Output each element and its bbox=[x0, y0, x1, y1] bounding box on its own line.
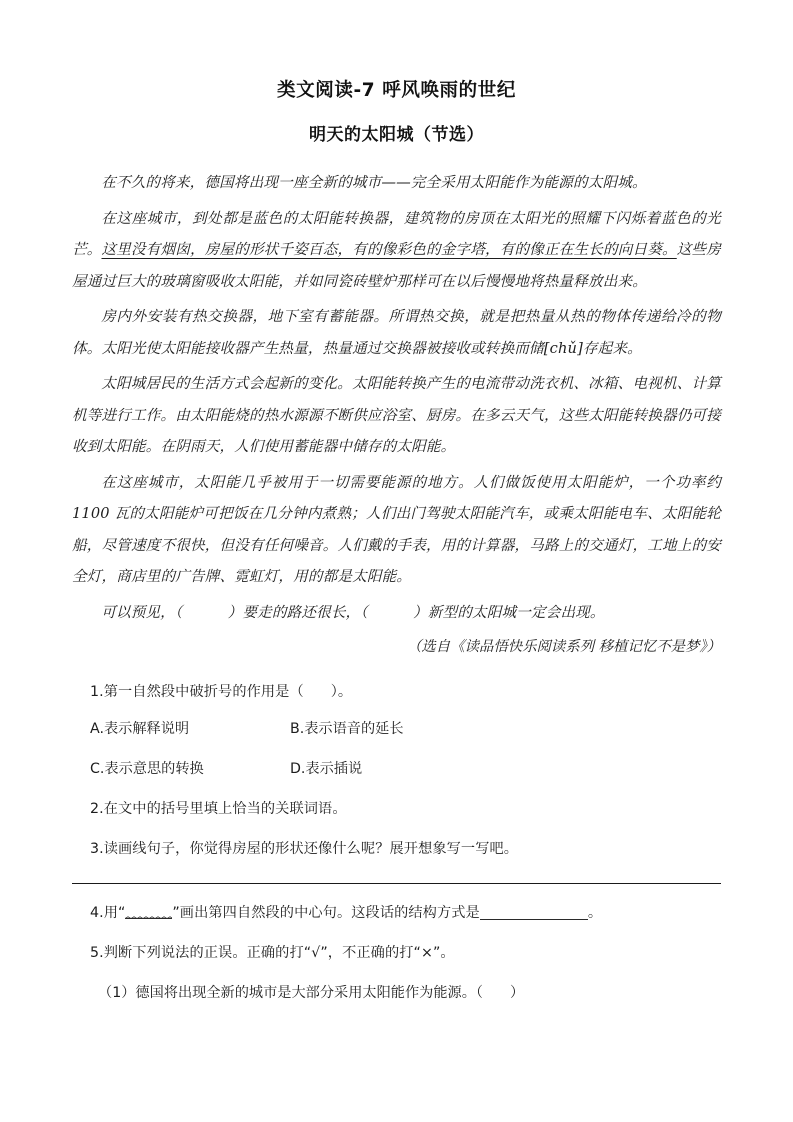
passage-source-attribution: （选自《读品悟快乐阅读系列 移植记忆不是梦》） bbox=[407, 639, 721, 655]
choice-d[interactable]: D.表示插说 bbox=[290, 761, 363, 777]
passage-paragraph-5: 在这座城市，太阳能几乎被用于一切需要能源的地方。人们做饭使用太阳能炉，一个功率约 1100 瓦的太阳能炉可把饭在几分钟内煮熟；人们出门驾驶太阳能汽车，或乘太阳能电车、太阳能轮船，尽管速度不很快，但没有任何噪音。人们戴的手表，用的计算器，马路上的交通灯，工地上的安全灯，商店里的广告牌、霓虹灯，用的都是太阳能。 bbox=[72, 473, 721, 585]
reading-passage bbox=[72, 167, 721, 663]
question-4-fill-blank[interactable] bbox=[480, 919, 588, 920]
question-4-middle: ”画出第四自然段的中心句。这段话的结构方式是 bbox=[172, 905, 480, 921]
choice-a[interactable]: A.表示解释说明 bbox=[90, 721, 190, 737]
wavy-underline-icon bbox=[125, 918, 172, 919]
question-4-prefix: 4.用“ bbox=[90, 905, 126, 921]
passage-paragraph-6 bbox=[72, 597, 721, 629]
passage-p2-segment-underlined: 这里没有烟囱，房屋的形状千姿百态，有的像彩色的金字塔，有的像正在生长的向日葵。 bbox=[101, 241, 677, 258]
passage-paragraph-1: 在不久的将来，德国将出现一座全新的城市——完全采用太阳能作为能源的太阳城。 bbox=[101, 174, 647, 191]
question-2: 2.在文中的括号里填上恰当的关联词语。 bbox=[90, 801, 347, 817]
question-5: 5.判断下列说法的正误。正确的打“√”，不正确的打“×”。 bbox=[90, 945, 455, 961]
passage-p6-prefix: 可以预见，（ bbox=[101, 603, 183, 621]
choice-c[interactable]: C.表示意思的转换 bbox=[90, 761, 204, 777]
question-1-choices-row-1 bbox=[72, 714, 721, 745]
passage-p6-middle: ）要走的路还很长，（ bbox=[227, 603, 368, 621]
passage-p6-suffix: ）新型的太阳城一定会出现。 bbox=[413, 603, 605, 621]
question-5-sub-item-1 bbox=[72, 978, 721, 1009]
page-subtitle: 明天的太阳城（节选） bbox=[309, 125, 484, 145]
question-1-choices-row-2 bbox=[72, 754, 721, 785]
questions-section bbox=[72, 677, 721, 1009]
question-1-prefix: 1.第一自然段中破折号的作用是（ bbox=[90, 684, 304, 700]
question-5-sub-1-suffix: ） bbox=[509, 985, 525, 1001]
passage-paragraph-4: 太阳城居民的生活方式会起新的变化。太阳能转换产生的电流带动洗衣机、冰箱、电视机、计算机等进行工作。由太阳能烧的热水源源不断供应浴室、厨房。在多云天气，这些太阳能转换器仍可接收到太阳能。在阴雨天，人们使用蓄能器中储存的太阳能。 bbox=[72, 375, 721, 455]
page-title: 类文阅读-7 呼风唤雨的世纪 bbox=[277, 80, 516, 101]
question-1-suffix: ）。 bbox=[330, 684, 353, 700]
answer-writing-rule bbox=[72, 883, 721, 884]
passage-paragraph-3: 房内外安装有热交换器，地下室有蓄能器。所谓热交换，就是把热量从热的物体传递给冷的物体。太阳光使太阳能接收器产生热量，热量通过交换器被接收或转换而储[chǔ]存起来。 bbox=[72, 308, 721, 357]
choice-b[interactable]: B.表示语音的延长 bbox=[290, 721, 404, 737]
passage-p2-segment-plain-a: 在这座城市，到处都是蓝色的太阳能转换器，建筑物的房顶在太阳光的照耀下闪烁着蓝色的光芒。 bbox=[72, 209, 721, 258]
passage-paragraph-2 bbox=[72, 203, 721, 298]
question-3: 3.读画线句子，你觉得房屋的形状还像什么呢？展开想象写一写吧。 bbox=[90, 841, 519, 857]
question-5-sub-1-prefix: （1）德国将出现全新的城市是大部分采用太阳能作为能源。（ bbox=[98, 985, 483, 1001]
question-1 bbox=[72, 677, 721, 708]
question-4 bbox=[72, 898, 721, 929]
passage-p2-segment-plain-b: 这些房屋通过巨大的玻璃窗吸收太阳能，并如同瓷砖壁炉那样可在以后慢慢地将热量释放出来。 bbox=[72, 241, 721, 290]
question-4-suffix: 。 bbox=[587, 905, 603, 921]
